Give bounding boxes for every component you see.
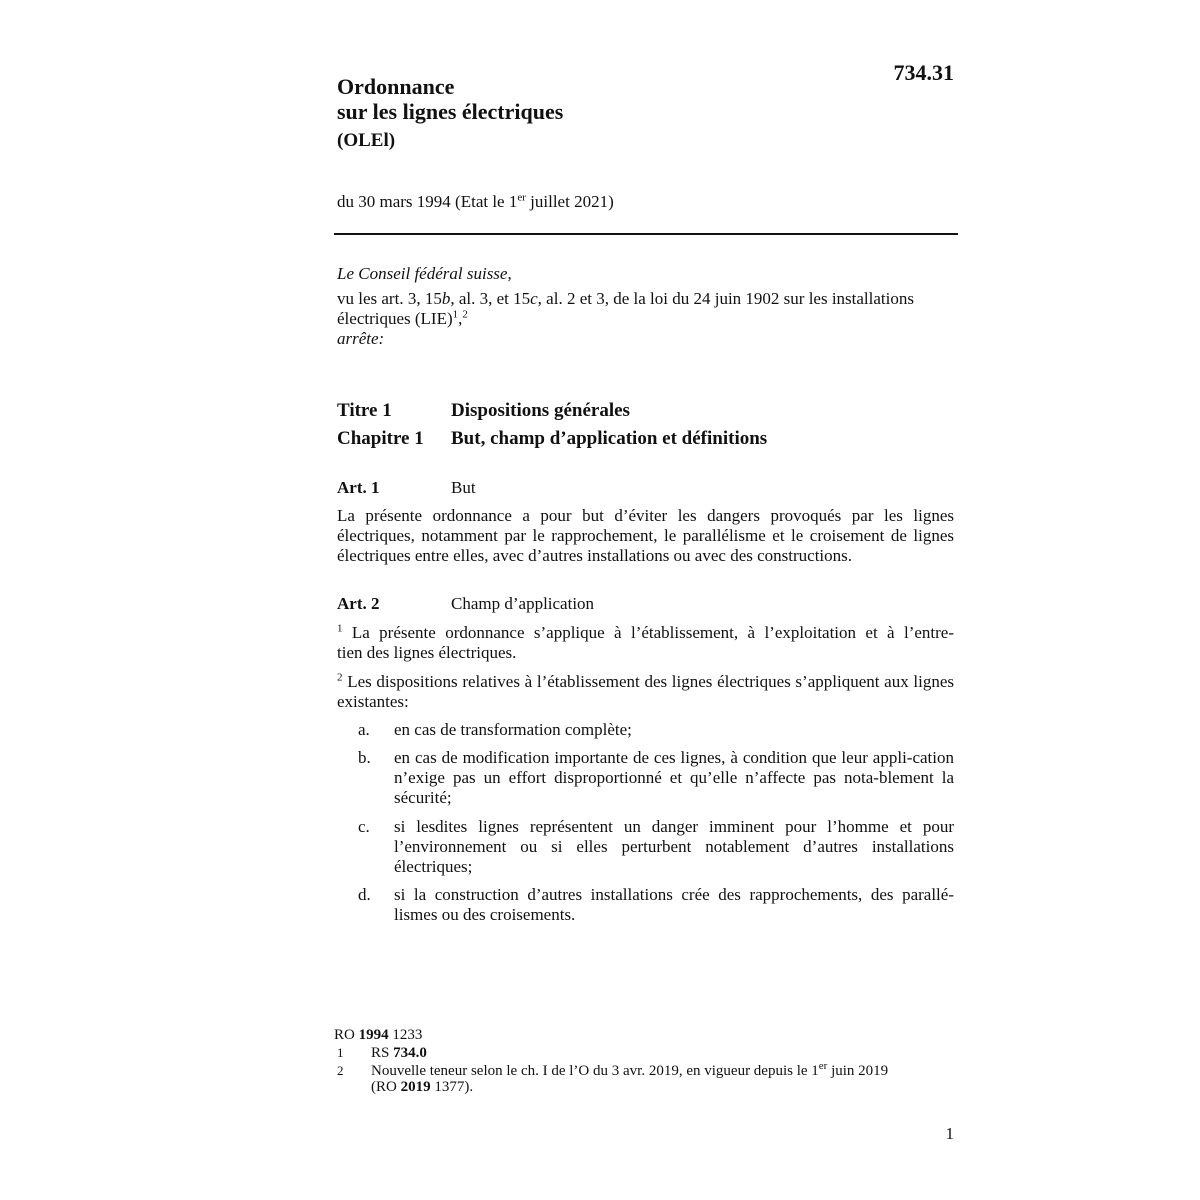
footnote-1: [337, 1045, 957, 1061]
footnote-2-year: 2019: [400, 1079, 431, 1095]
legal-basis-c: c: [530, 289, 538, 308]
footnote-2-line-2-a: (RO: [371, 1079, 401, 1095]
art2-paragraph-1-line-1: [337, 623, 954, 643]
footnote-1-prefix: RS: [371, 1045, 394, 1061]
title-line-2: sur les lignes électriques: [337, 99, 564, 124]
preamble-authority: Le Conseil fédéral suisse,: [337, 264, 512, 283]
preamble-legal-basis: [337, 289, 954, 329]
ro-page: 1233: [388, 1027, 423, 1043]
list-text-c: si lesdites lignes représentent un danger imminent pour l’homme et pour l’environnement ou si elles perturbent notablement d’autres installations électriques;: [394, 817, 954, 876]
ro-prefix: RO: [334, 1027, 359, 1043]
ro-reference: [334, 1027, 422, 1043]
title-line-1: Ordonnance: [337, 74, 455, 99]
footnote-1-number: 1: [337, 1045, 344, 1060]
date-prefix: du 30 mars 1994 (Etat le 1: [337, 192, 518, 211]
footnote-ref-1[interactable]: 1: [452, 308, 459, 321]
list-letter-b: b.: [358, 748, 371, 767]
titre-text: Dispositions générales: [451, 400, 630, 421]
list-item: [358, 817, 954, 877]
legal-basis-text-2: , al. 3, et 15: [450, 289, 531, 308]
art1-text: La présente ordonnance a pour but d’éviter les dangers provoqués par les lignes électriques, notamment par le rapprochement, le parallélisme et le croisement de lignes électriques entre elles, avec d’autres installations ou avec des constructions.: [337, 506, 954, 565]
list-item: [358, 748, 954, 808]
document-abbreviation: (OLEl): [337, 130, 396, 151]
footnote-1-ref: 734.0: [393, 1045, 427, 1061]
date-suffix: juillet 2021): [525, 192, 614, 211]
paragraph-number-2: 2: [337, 671, 343, 684]
list-text-a: en cas de transformation complète;: [394, 720, 632, 739]
art2-paragraph-1: [337, 623, 954, 663]
chapitre-label: Chapitre 1: [337, 428, 424, 449]
list-item: [358, 885, 954, 925]
art1-heading: [337, 478, 954, 500]
date-superscript: er: [517, 191, 526, 204]
footnote-ref-2[interactable]: 2: [462, 308, 468, 321]
date-line: [337, 192, 614, 212]
art2-title: Champ d’application: [451, 594, 595, 613]
list-letter-a: a.: [358, 720, 370, 739]
footnote-1-text: [371, 1045, 951, 1061]
footnote-ref-separator: ,: [458, 309, 463, 328]
list-letter-d: d.: [358, 885, 371, 904]
legal-basis-text-3: , al. 2 et 3, de la loi du 24 juin 1902 sur les installations électriques (LIE): [337, 289, 914, 328]
footnote-2-line-1-b: juin 2019: [827, 1063, 889, 1079]
header-divider: [334, 233, 958, 235]
footnote-2-number: 2: [337, 1063, 344, 1078]
footnote-2-line-1-a: Nouvelle teneur selon le ch. I de l’O du 3 avr. 2019, en vigueur depuis le 1: [371, 1063, 819, 1079]
art2-paragraph-2: [337, 672, 954, 712]
paragraph-number-1: 1: [337, 622, 343, 635]
art1-label: Art. 1: [337, 478, 380, 497]
list-text-d: si la construction d’autres installations crée des rapprochements, des parallé-lismes ou des croisements.: [394, 885, 954, 924]
art2-heading: [337, 594, 954, 616]
footnote-2: [337, 1060, 957, 1097]
footnote-2-line-2: [371, 1079, 473, 1095]
preamble: [337, 264, 954, 349]
page-number: 1: [945, 1124, 954, 1143]
list-text-b: en cas de modification importante de ces lignes, à condition que leur appli-cation n’exige pas un effort disproportionné et qu’elle n’affecte pas nota-blement la sécurité;: [394, 748, 954, 807]
legal-basis-text: vu les art. 3, 15: [337, 289, 442, 308]
footnote-2-line-1: [371, 1060, 889, 1079]
document-reference-number: 734.31: [893, 60, 954, 85]
footnote-2-text: [371, 1060, 951, 1095]
footnote-2-superscript: er: [818, 1060, 828, 1072]
chapitre-heading: [337, 428, 954, 452]
titre-label: Titre 1: [337, 400, 392, 421]
titre-heading: [337, 400, 954, 424]
art2-paragraph-1-line-2: tien des lignes électriques.: [337, 643, 517, 662]
paragraph-1-text: La présente ordonnance s’applique à l’établissement, à l’exploitation et à l’entre-: [342, 623, 954, 642]
chapitre-text: But, champ d’application et définitions: [451, 428, 768, 449]
art1-title: But: [451, 478, 476, 497]
footnote-2-line-2-b: 1377).: [430, 1079, 474, 1095]
document-title: [337, 74, 563, 124]
preamble-decree: arrête:: [337, 329, 385, 348]
list-item: [358, 720, 954, 740]
list-letter-c: c.: [358, 817, 370, 836]
ro-year: 1994: [358, 1027, 389, 1043]
legal-basis-b: b: [441, 289, 451, 308]
art2-label: Art. 2: [337, 594, 380, 613]
paragraph-2-text: Les dispositions relatives à l’établissement des lignes électriques s’appliquent aux lignes existantes:: [337, 672, 954, 711]
